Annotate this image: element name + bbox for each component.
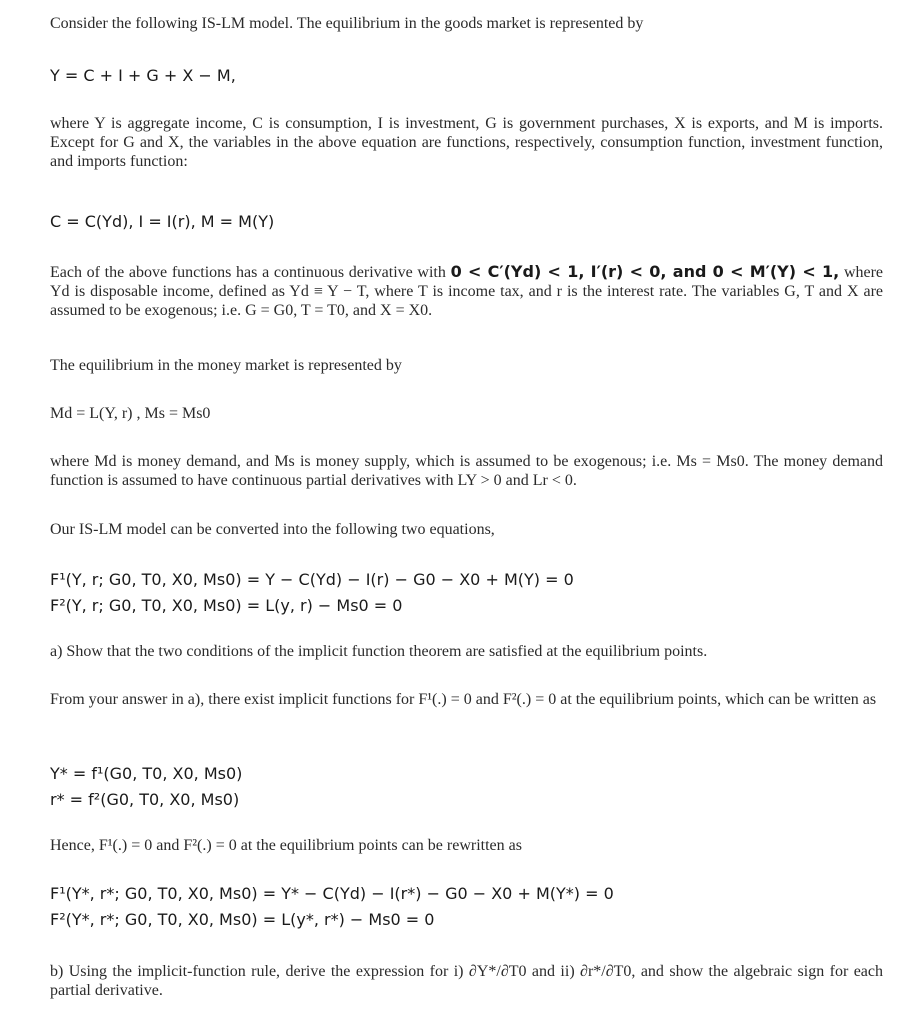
functions-equation: C = C(Yd), I = I(r), M = M(Y) — [50, 212, 275, 231]
money-market-intro: The equilibrium in the money market is represented by — [50, 357, 402, 374]
goods-market-equation: Y = C + I + G + X − M, — [50, 66, 236, 85]
intro-paragraph: Consider the following IS-LM model. The equilibrium in the goods market is represented by — [50, 15, 644, 32]
derivatives-tail: where Yd is disposable income, defined as Yd ≡ Y − T, where T is income tax, and r is the interest rate. The variables G, T and X are assumed to be exogenous; i.e. G = G0, T = T0, and X = X0. — [50, 264, 884, 319]
implicit-function-y: Y* = f¹(G0, T0, X0, Ms0) — [50, 764, 243, 783]
question-a: a) Show that the two conditions of the implicit function theorem are satisfied at the equilibrium points. — [50, 643, 708, 660]
derivative-conditions: 0 < C′(Yd) < 1, I′(r) < 0, and 0 < M′(Y) < 1, — [450, 262, 840, 281]
derivatives-paragraph — [50, 262, 883, 320]
implicit-function-r: r* = f²(G0, T0, X0, Ms0) — [50, 790, 240, 809]
equation-f2-star: F²(Y*, r*; G0, T0, X0, Ms0) = L(y*, r*) − Ms0 = 0 — [50, 910, 435, 929]
derivatives-lead: Each of the above functions has a continuous derivative with — [50, 264, 446, 281]
equation-f1-star: F¹(Y*, r*; G0, T0, X0, Ms0) = Y* − C(Yd) − I(r*) − G0 − X0 + M(Y*) = 0 — [50, 884, 614, 903]
conversion-paragraph: Our IS-LM model can be converted into the following two equations, — [50, 521, 495, 538]
equation-f1: F¹(Y, r; G0, T0, X0, Ms0) = Y − C(Yd) − I(r) − G0 − X0 + M(Y) = 0 — [50, 570, 574, 589]
question-b: b) Using the implicit-function rule, derive the expression for i) ∂Y*/∂T0 and ii) ∂r*/∂T0, and show the algebraic sign for each partial derivative. — [50, 963, 883, 999]
money-market-equation: Md = L(Y, r) , Ms = Ms0 — [50, 405, 211, 422]
rewrite-paragraph: Hence, F¹(.) = 0 and F²(.) = 0 at the equilibrium points can be rewritten as — [50, 837, 522, 854]
implicit-functions-paragraph: From your answer in a), there exist implicit functions for F¹(.) = 0 and F²(.) = 0 at the equilibrium points, which can be written as — [50, 691, 877, 708]
money-paragraph: where Md is money demand, and Ms is money supply, which is assumed to be exogenous; i.e. Ms = Ms0. The money demand function is assumed to have continuous partial derivatives with LY > 0 and Lr < 0. — [50, 453, 883, 489]
equation-f2: F²(Y, r; G0, T0, X0, Ms0) = L(y, r) − Ms0 = 0 — [50, 596, 403, 615]
variables-paragraph: where Y is aggregate income, C is consumption, I is investment, G is government purchases, X is exports, and M is imports. Except for G and X, the variables in the above equation are functions, respectively, consumption function, investment function, and imports function: — [50, 115, 883, 170]
